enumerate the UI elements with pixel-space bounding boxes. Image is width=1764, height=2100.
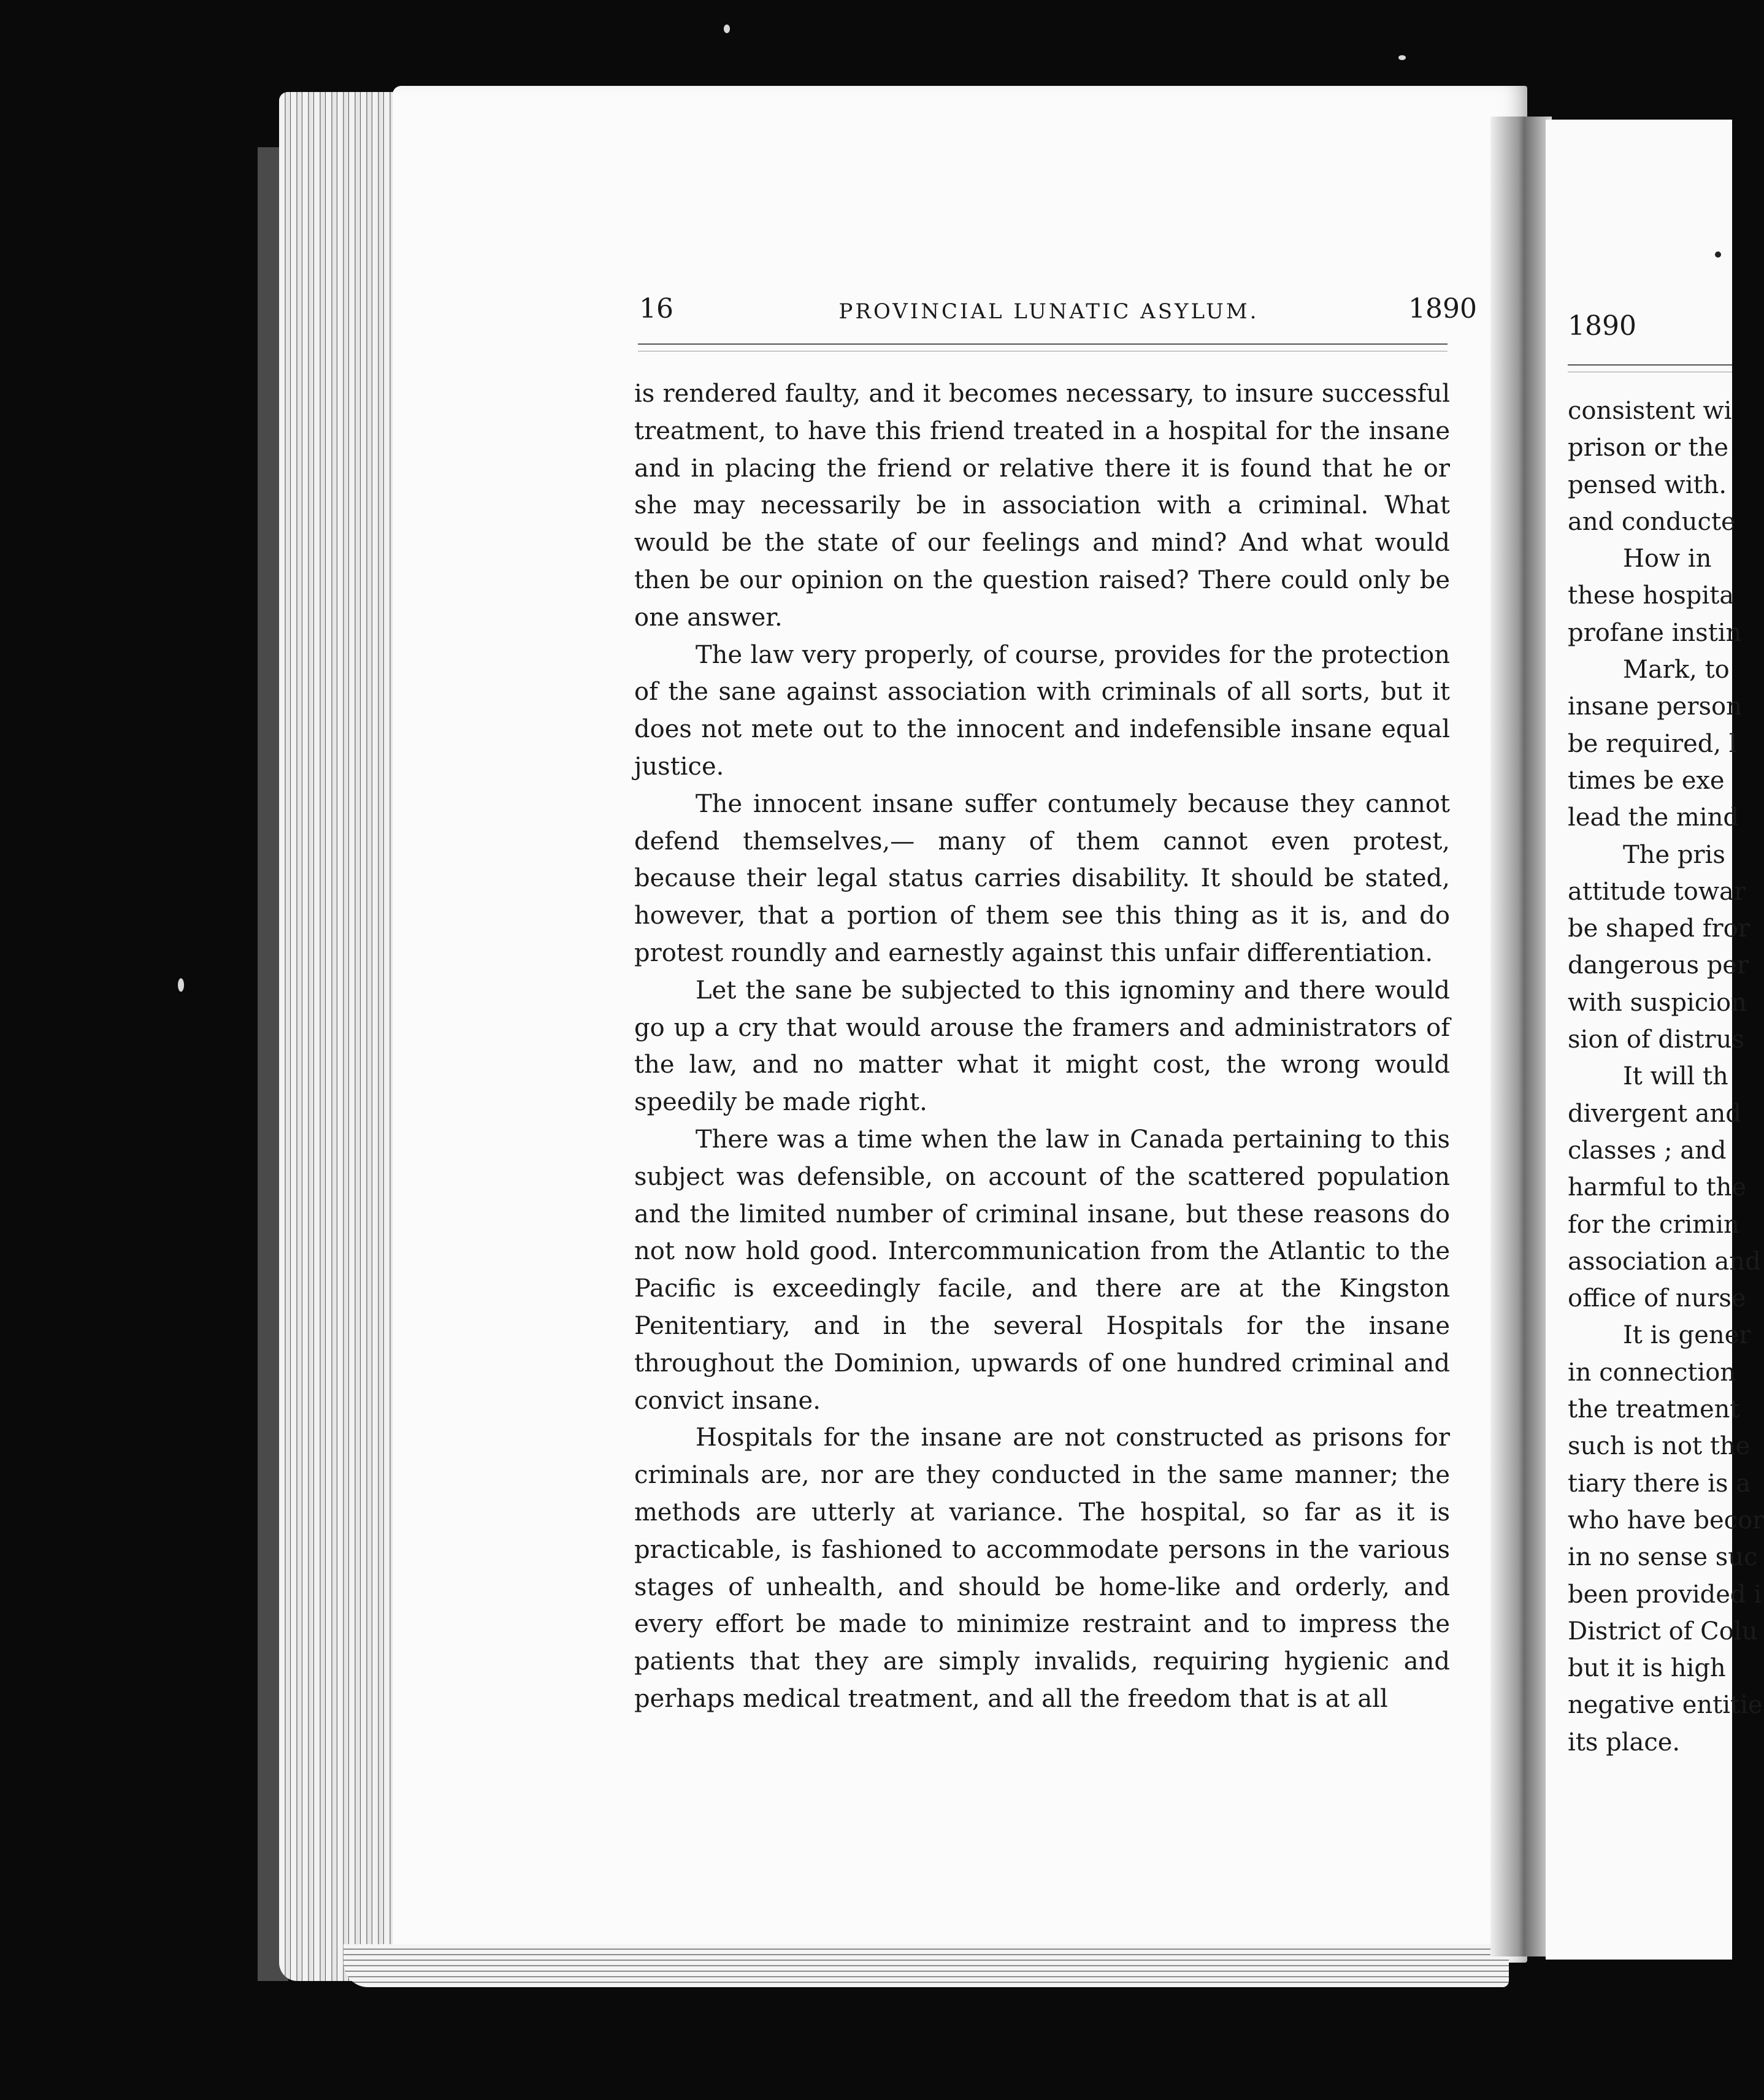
right-page-line: and conducte <box>1568 507 1736 536</box>
right-page-line: It is gener <box>1623 1321 1751 1350</box>
right-page-line: consistent wi <box>1568 397 1732 425</box>
right-page-line: District of Colu <box>1568 1617 1758 1646</box>
stacked-page-bottom-edges <box>343 1944 1509 1987</box>
right-page-line: association and <box>1568 1247 1761 1276</box>
right-page-text <box>1568 393 1764 1761</box>
right-page-line: dangerous per <box>1568 951 1749 980</box>
right-page-line: these hospita <box>1568 581 1735 610</box>
paragraph: The innocent insane suffer contumely because they cannot defend themselves,— many of them cannot even protest, because their legal status carries disability. It should be stated, however, that a portion of them see this thing as it is, and do protest roundly and earnestly against this unfair differentiation. <box>634 789 1450 967</box>
paragraph: Hospitals for the insane are not constructed as prisons for criminals are, nor are they conducted in the same manner; the methods are utterly at variance. The hospital, so far as it is practicable, is fashioned to accommodate persons in the various stages of unhealth, and should be home-like and orderly, and every effort be made to minimize restraint and to impress the patients that they are simply invalids, requiring hygienic and perhaps medical treatment, and all the freedom that is at all <box>634 1424 1450 1713</box>
right-page-line: been provided i <box>1568 1580 1762 1609</box>
right-page-line: its place. <box>1568 1728 1681 1757</box>
page-number: 16 <box>639 293 673 324</box>
right-page-line: How in <box>1623 545 1712 573</box>
header-rule <box>638 343 1448 345</box>
right-page-line: with suspicion <box>1568 988 1747 1017</box>
right-page-line: sion of distrus <box>1568 1025 1744 1054</box>
right-page-line: be required, l <box>1568 729 1737 758</box>
right-page-line: for the crimin <box>1568 1210 1739 1239</box>
right-page-line: tiary there is a <box>1568 1469 1751 1498</box>
right-page-line: such is not the <box>1568 1432 1751 1461</box>
right-page-line: in no sense suc <box>1568 1543 1758 1572</box>
right-page-line: The pris <box>1623 840 1725 869</box>
right-page-line: It will th <box>1623 1062 1728 1091</box>
right-page-line: but it is high <box>1568 1654 1726 1683</box>
header-year: 1890 <box>1408 293 1477 324</box>
right-page-line: Mark, to <box>1623 656 1730 684</box>
body-text <box>634 375 1450 1718</box>
paragraph: There was a time when the law in Canada pertaining to this subject was defensible, on account of the scattered population and the limited number of criminal insane, but these reasons do not now hold good. Intercommunication from the Atlantic to the Pacific is exceedingly facile, and there are at the Kingston Penitentiary, and in the several Hospitals for the insane throughout the Dominion, upwards of one hundred criminal and convict insane. <box>634 1125 1450 1415</box>
paragraph: Let the sane be subjected to this ignominy and there would go up a cry that would arouse the framers and administrators of the law, and no matter what it might cost, the wrong would speedily be made right. <box>634 976 1450 1117</box>
specks <box>1715 251 1721 258</box>
right-page-line: harmful to the <box>1568 1173 1747 1202</box>
right-page-line: who have becor <box>1568 1506 1764 1535</box>
right-page-line: attitude towar <box>1568 877 1746 906</box>
right-page-line: lead the mind <box>1568 803 1739 832</box>
right-page-line: insane person <box>1568 692 1742 721</box>
right-page-line: pensed with. <box>1568 470 1727 499</box>
right-page-line: classes ; and <box>1568 1136 1727 1165</box>
right-page-line: profane instin <box>1568 618 1742 647</box>
right-page-line: be shaped fror <box>1568 914 1750 943</box>
specks <box>724 25 730 33</box>
running-head: PROVINCIAL LUNATIC ASYLUM. <box>838 299 1259 324</box>
right-page-line: in connection <box>1568 1358 1736 1387</box>
right-page-line: office of nurse <box>1568 1284 1746 1313</box>
right-page-line: divergent and <box>1568 1099 1741 1128</box>
right-header-rule <box>1568 364 1732 366</box>
specks <box>178 978 184 992</box>
book-gutter <box>1490 117 1552 1956</box>
paragraph: is rendered faulty, and it becomes necessary, to insure successful treatment, to have this friend treated in a hospital for the insane and in placing the friend or relative there it is found that he or she may necessarily be in association with a criminal. What would be the state of our feelings and mind? And what would then be our opinion on the question raised? There could only be one answer. <box>634 380 1450 632</box>
right-page-line: negative entitie <box>1568 1691 1763 1720</box>
paragraph: The law very properly, of course, provides for the protection of the sane against association with criminals of all sorts, but it does not mete out to the innocent and indefensible insane equal justice. <box>634 640 1450 781</box>
right-page-header-year: 1890 <box>1568 310 1636 342</box>
specks <box>1398 55 1406 60</box>
right-page-line: times be exe <box>1568 766 1725 795</box>
right-page-line: the treatment <box>1568 1395 1740 1424</box>
right-page-line: prison or the <box>1568 434 1729 462</box>
